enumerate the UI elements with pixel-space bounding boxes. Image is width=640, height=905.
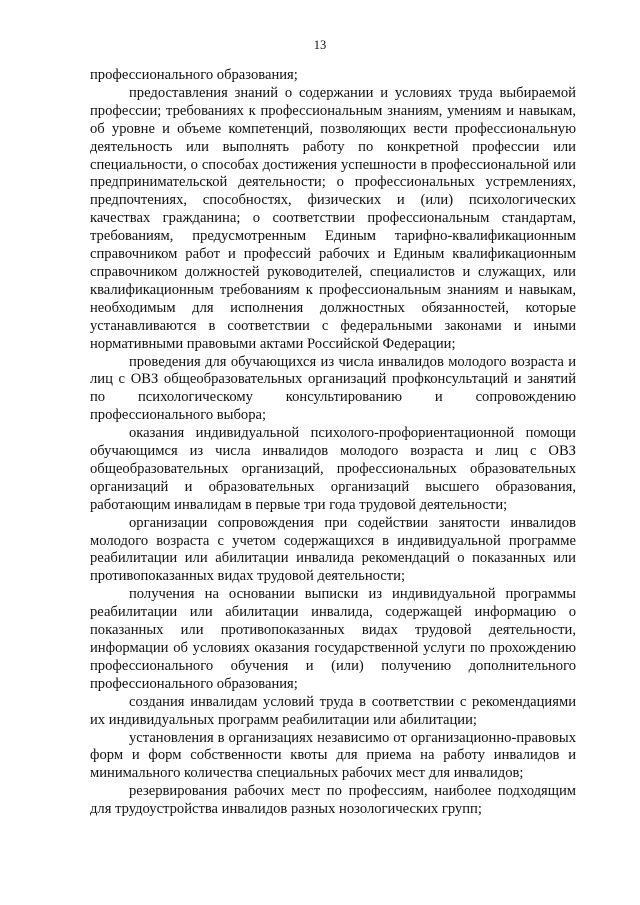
paragraph-knowledge-provision: предоставления знаний о содержании и условиях труда выбираемой профессии; требованиях к профессиональным знаниям, умениям и навыкам, об уровне и объеме компетенций, позволяющих вести профессиональную деятельность или выполнять работу по конкретной профессии или специальности, о способах достижения успешности в профессиональной или предпринимательской деятельности; о профессиональных устремлениях, предпочтениях, способностях, физических и (или) психологических качествах гражданина; о соответствии профессиональным стандартам, требованиям, предусмотренным Единым тарифно-квалификационным справочником работ и профессий рабочих и Единым квалификационным справочником должностей руководителей, специалистов и служащих, или квалификационным требованиям к профессиональным знаниям и навыкам, необходимым для исполнения должностных обязанностей, которые устанавливаются в соответствии с федеральными законами и иными нормативными правовыми актами Российской Федерации;: [90, 84, 576, 352]
paragraph-psychological-help: оказания индивидуальной психолого-профориентационной помощи обучающимся из числа инвалидов молодого возраста и лиц с ОВЗ общеобразовательных организаций, профессиональных образовательных организаций и образовательных организаций высшего образования, работающим инвалидам в первые три года трудовой деятельности;: [90, 425, 576, 513]
paragraph-consultations: проведения для обучающихся из числа инвалидов молодого возраста и лиц с ОВЗ общеобразовательных организаций профконсультаций и занятий по психологическому консультированию и сопровождению профессионального выбора;: [90, 353, 576, 424]
paragraph-employment-support: организации сопровождения при содействии занятости инвалидов молодого возраста с учетом содержащихся в индивидуальной программе реабилитации или абилитации инвалида рекомендаций о показанных или противопоказанных видах трудовой деятельности;: [90, 514, 576, 585]
paragraph-working-conditions: создания инвалидам условий труда в соответствии с рекомендациями их индивидуальных программ реабилитации или абилитации;: [90, 693, 576, 728]
document-body: [90, 67, 576, 819]
paragraph-job-reservation: резервирования рабочих мест по профессиям, наиболее подходящим для трудоустройства инвалидов разных нозологических групп;: [90, 783, 576, 818]
paragraph-job-quota: установления в организациях независимо от организационно-правовых форм и форм собственности квоты для приема на работу инвалидов и минимального количества специальных рабочих мест для инвалидов;: [90, 729, 576, 782]
page-number: 13: [313, 38, 327, 52]
paragraph-continuation: профессионального образования;: [90, 67, 298, 83]
paragraph-training-information: получения на основании выписки из индивидуальной программы реабилитации или абилитации инвалида, содержащей информацию о показанных или противопоказанных видах трудовой деятельности, информации об условиях оказания государственной услуги по прохождению профессионального обучения и (или) получению дополнительного профессионального образования;: [90, 586, 576, 692]
